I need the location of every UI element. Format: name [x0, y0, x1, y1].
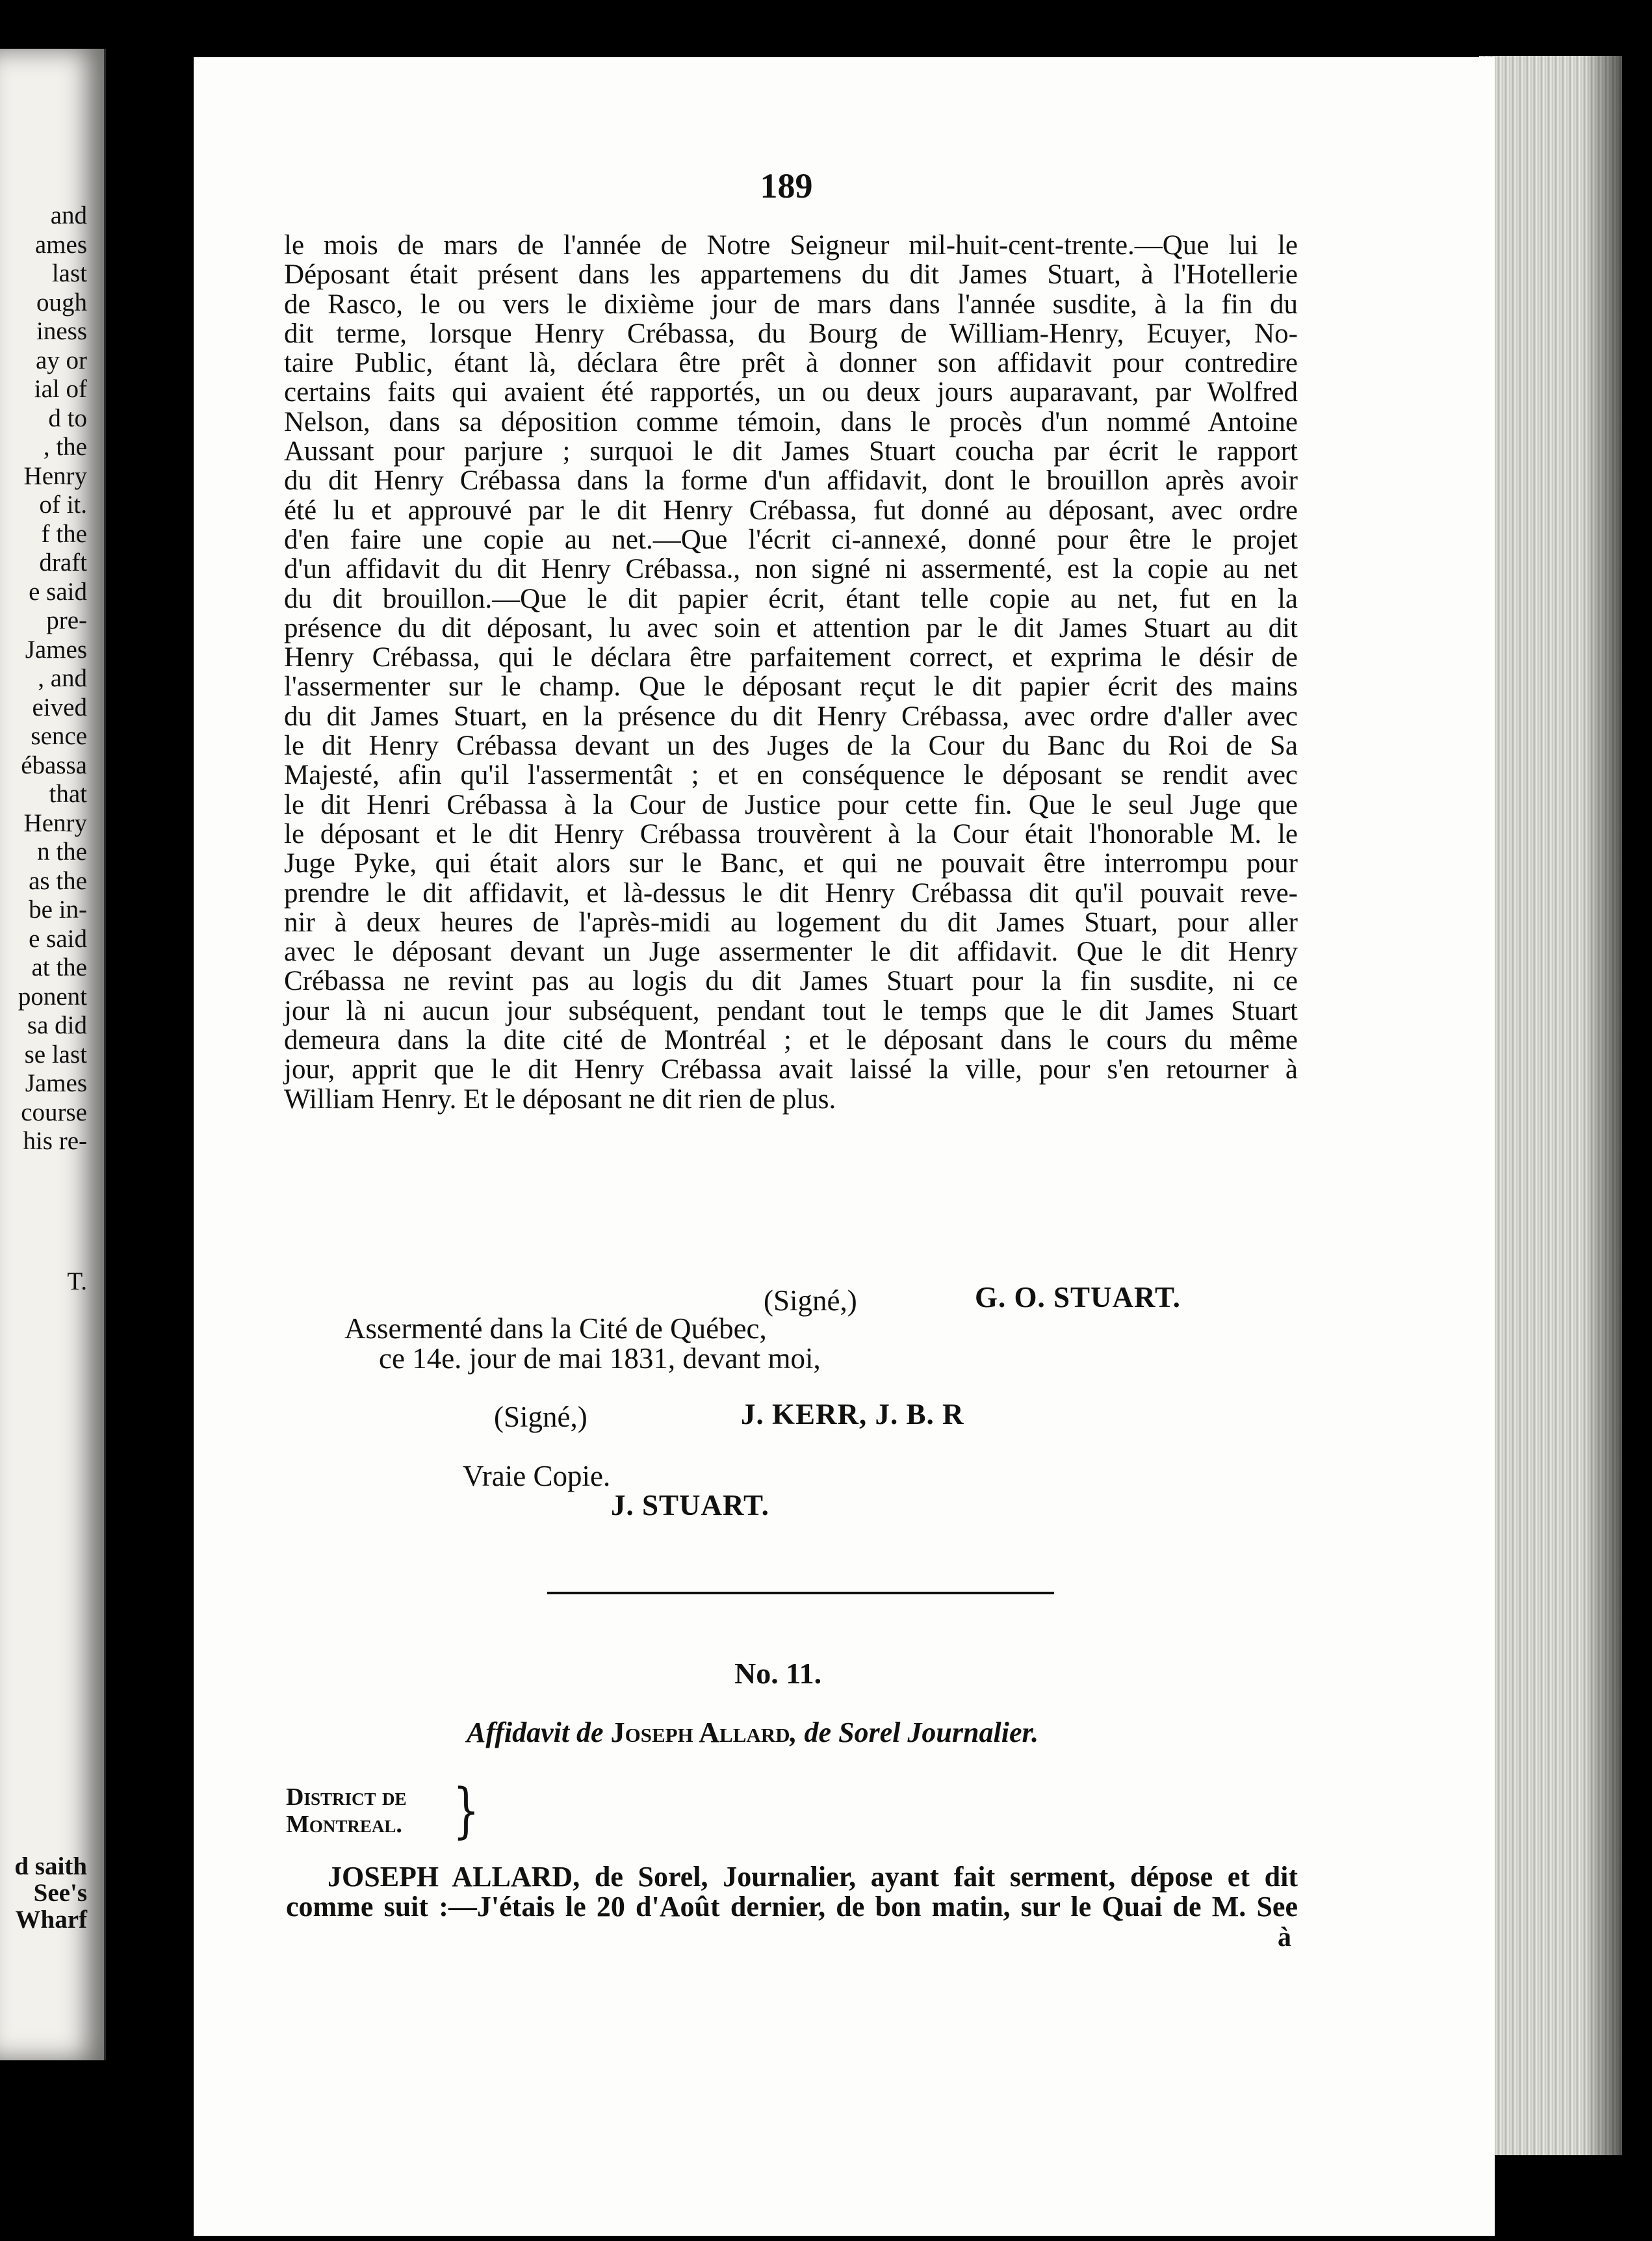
facing-page-text: ough [36, 288, 87, 317]
body-line: de Rasco, le ou vers le dixième jour de mars dans l'année susdite, à la fin du [284, 289, 1298, 320]
facing-page-text: e said [29, 924, 87, 953]
body-line: le dit Henry Crébassa devant un des Juges de la Cour du Banc du Roi de Sa [284, 731, 1298, 762]
facing-page-text: sa did [27, 1011, 87, 1039]
body-line: taire Public, étant là, déclara être prêt à donner son affidavit pour contredire [284, 348, 1298, 379]
facing-page-text: ames [34, 230, 87, 259]
body-line: Aussant pour parjure ; surquoi le dit James Stuart coucha par écrit le rapport [284, 436, 1298, 467]
facing-page-text: e said [29, 577, 87, 606]
signer-g-o-stuart: G. O. STUART. [975, 1281, 1181, 1314]
body-line: avec le déposant devant un Juge assermenter le dit affidavit. Que le dit Henry [284, 937, 1298, 968]
facing-page-text: ay or [35, 346, 87, 374]
facing-page-text: pre- [46, 606, 87, 634]
affidavit-title-name: Joseph Allard [610, 1716, 790, 1748]
page-number: 189 [760, 166, 813, 205]
body-line: l'assermenter sur le champ. Que le déposant reçut le dit papier écrit des mains [284, 671, 1298, 703]
body-line: jour, apprit que le dit Henry Crébassa avait laissé la ville, pour s'en retourner à [284, 1054, 1298, 1085]
body-line: Déposant était présent dans les appartemens du dit James Stuart, à l'Hotellerie [284, 259, 1298, 291]
facing-page-text: last [51, 259, 87, 287]
affidavit-title-pre: Affidavit de [467, 1716, 611, 1748]
body-line: William Henry. Et le déposant ne dit rien de plus. [284, 1083, 836, 1115]
facing-page-text: at the [31, 953, 87, 981]
brace-glyph: } [452, 1776, 480, 1845]
facing-page-text: eived [32, 693, 87, 721]
facing-page-text: T. [67, 1267, 87, 1295]
facing-page-text: d saith [14, 1852, 87, 1880]
facing-page-text: that [49, 780, 87, 808]
body-line: demeura dans la dite cité de Montréal ; et le déposant dans le cours du même [284, 1025, 1298, 1056]
body-line: jour là ni aucun jour subséquent, pendant tout le temps que le dit James Stuart [284, 995, 1298, 1026]
facing-page-text: and [50, 201, 87, 229]
allard-deposition [286, 1862, 1298, 1922]
body-line: Crébassa ne revint pas au logis du dit James Stuart pour la fin susdite, ni ce [284, 966, 1298, 997]
facing-page-text: as the [29, 866, 87, 895]
body-line: été lu et approuvé par le dit Henry Crébassa, fut donné au déposant, avec ordre [284, 495, 1298, 526]
signed-label-2: (Signé,) [494, 1401, 587, 1433]
facing-page-text: d to [48, 404, 87, 432]
facing-page-text: ial of [34, 375, 87, 403]
facing-page-text: James [25, 635, 87, 664]
true-copy-label: Vraie Copie. [463, 1460, 611, 1492]
section-divider [547, 1592, 1054, 1594]
body-line: nir à deux heures de l'après-midi au logement du dit James Stuart, pour aller [284, 907, 1298, 938]
facing-page-text: , the [43, 433, 87, 461]
body-line: d'en faire une copie au net.—Que l'écrit ci-annexé, donné pour être le projet [284, 524, 1298, 555]
body-line: Majesté, afin qu'il l'assermentât ; et en conséquence le déposant se rendit avec [284, 760, 1298, 791]
affidavit-title [467, 1716, 1039, 1749]
facing-page-text: sence [31, 722, 87, 750]
deposition-body [284, 231, 1298, 1114]
signed-label-1: (Signé,) [764, 1284, 857, 1317]
body-line: Nelson, dans sa déposition comme témoin, dans le procès d'un nommé Antoine [284, 406, 1298, 437]
facing-page-text: , and [38, 664, 87, 692]
facing-page-text: ébassa [21, 751, 87, 779]
signer-j-stuart: J. STUART. [611, 1489, 769, 1522]
body-line: du dit brouillon.—Que le dit papier écrit, étant telle copie au net, fut en la [284, 583, 1298, 614]
body-line: d'un affidavit du dit Henry Crébassa., non signé ni assermenté, est la copie au net [284, 554, 1298, 585]
facing-page-text: his re- [23, 1127, 87, 1155]
facing-page-text: draft [39, 549, 87, 576]
facing-page-text: f the [41, 519, 87, 548]
facing-page-text: be in- [29, 896, 87, 924]
page-edges [1479, 56, 1622, 2155]
facing-page-text: Henry [23, 461, 87, 490]
body-line: du dit Henry Crébassa dans la forme d'un affidavit, dont le brouillon après avoir [284, 465, 1298, 497]
facing-page-fragment [0, 49, 106, 2060]
allard-line: comme suit :—J'étais le 20 d'Août dernier, de bon matin, sur le Quai de M. See [286, 1891, 1298, 1923]
facing-page-text: Wharf [15, 1906, 87, 1934]
body-line: du dit James Stuart, en la présence du dit Henry Crébassa, avec ordre d'aller avec [284, 701, 1298, 732]
body-line: Henry Crébassa, qui le déclara être parfaitement correct, et exprima le désir de [284, 642, 1298, 673]
facing-page-text: iness [36, 317, 87, 345]
district-block [286, 1783, 407, 1838]
facing-page-text: Henry [23, 809, 87, 837]
district-line-1: District de [286, 1783, 407, 1811]
facing-page-text: of it. [39, 491, 87, 519]
facing-page-text: See's [33, 1879, 87, 1907]
facing-page-text: ponent [18, 982, 87, 1011]
catchword: à [1278, 1923, 1291, 1952]
signer-j-kerr: J. KERR, J. B. R [741, 1398, 964, 1431]
section-number: No. 11. [734, 1657, 822, 1690]
facing-page-text: James [25, 1069, 87, 1097]
allard-line: JOSEPH ALLARD, de Sorel, Journalier, ayant fait serment, dépose et dit [328, 1861, 1298, 1893]
body-line: prendre le dit affidavit, et là-dessus le dit Henry Crébassa dit qu'il pouvait reve- [284, 877, 1298, 909]
body-line: présence du dit déposant, lu avec soin et attention par le dit James Stuart au dit [284, 612, 1298, 643]
facing-page-text: n the [37, 838, 87, 866]
district-line-2: Montreal. [286, 1811, 402, 1838]
body-line: Juge Pyke, qui était alors sur le Banc, et qui ne pouvait être interrompu pour [284, 848, 1298, 879]
body-line: le dit Henri Crébassa à la Cour de Justice pour cette fin. Que le seul Juge que [284, 789, 1298, 820]
sworn-line-2: ce 14e. jour de mai 1831, devant moi, [379, 1342, 821, 1375]
body-line: le déposant et le dit Henry Crébassa trouvèrent à la Cour était l'honorable M. le [284, 818, 1298, 849]
facing-page-text: course [21, 1098, 87, 1126]
sworn-line-1: Assermenté dans la Cité de Québec, [344, 1312, 767, 1345]
body-line: le mois de mars de l'année de Notre Seigneur mil-huit-cent-trente.—Que lui le [284, 230, 1298, 261]
body-line: certains faits qui avaient été rapportés, un ou deux jours auparavant, par Wolfred [284, 377, 1298, 408]
body-line: dit terme, lorsque Henry Crébassa, du Bourg de William-Henry, Ecuyer, No- [284, 318, 1298, 349]
facing-page-text: se last [24, 1040, 87, 1069]
affidavit-title-post: , de Sorel Journalier. [790, 1716, 1039, 1748]
